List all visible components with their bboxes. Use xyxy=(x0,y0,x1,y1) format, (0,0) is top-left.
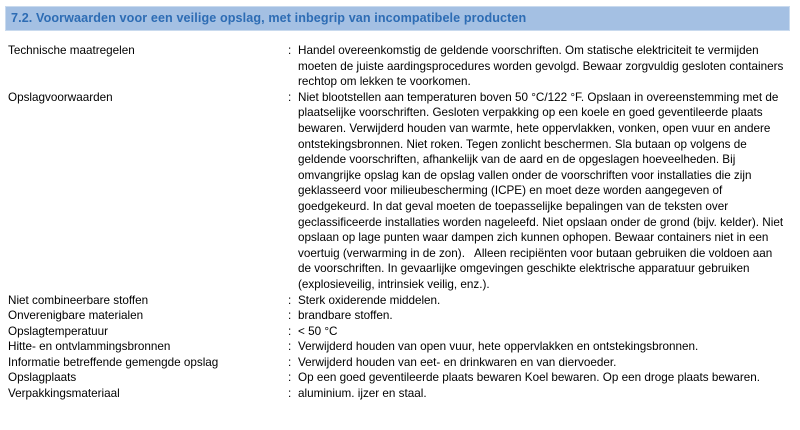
colon-separator: : xyxy=(288,293,292,307)
colon-separator: : xyxy=(288,387,292,401)
colon-separator: : xyxy=(288,371,292,385)
section-title: 7.2. Voorwaarden voor een veilige opslag, met inbegrip van incompatibele producten xyxy=(11,10,527,25)
colon-separator: : xyxy=(288,340,292,354)
colon-separator: : xyxy=(288,44,292,57)
field-value: Verwijderd houden van eet- en drinkwaren en van diervoeder. xyxy=(298,355,617,369)
field-label: Opslagplaats xyxy=(8,371,77,385)
field-value: Verwijderd houden van open vuur, hete oppervlakken en ontstekingsbronnen. xyxy=(298,340,699,354)
field-label: Opslagvoorwaarden xyxy=(8,90,113,104)
field-label: Informatie betreffende gemengde opslag xyxy=(8,355,219,369)
field-value: aluminium. ijzer en staal. xyxy=(298,387,427,401)
table-row xyxy=(8,339,800,355)
field-value: < 50 °C xyxy=(298,324,338,338)
field-label: Hitte- en ontvlammingsbronnen xyxy=(8,340,171,354)
colon-separator: : xyxy=(288,324,292,338)
field-value: Op een goed geventileerde plaats bewaren Koel bewaren. Op een droge plaats bewaren. xyxy=(298,371,760,385)
storage-conditions-table xyxy=(0,43,800,402)
table-row xyxy=(8,43,800,90)
field-value: brandbare stoffen. xyxy=(298,309,393,323)
field-label: Niet combineerbare stoffen xyxy=(8,293,149,307)
table-row xyxy=(8,370,800,386)
field-label: Verpakkingsmateriaal xyxy=(8,387,120,401)
colon-separator: : xyxy=(288,355,292,369)
colon-separator: : xyxy=(288,309,292,323)
colon-separator: : xyxy=(288,90,292,104)
table-row xyxy=(8,90,800,293)
section-header-bar xyxy=(5,6,790,31)
table-row xyxy=(8,324,800,340)
table-row xyxy=(8,293,800,309)
field-value: Handel overeenkomstig de geldende voorschriften. Om statische elektriciteit te vermijden moeten de juiste aardingsprocedures worden gevolgd. Bewaar zorgvuldig gesloten containers rechtop om lekken te voorkomen. xyxy=(298,44,787,89)
field-value: Niet blootstellen aan temperaturen boven 50 °C/122 °F. Opslaan in overeenstemming met de plaatselijke voorschriften. Gesloten verpakking op een koele en goed geventileerde plaats bewaren. Verwijderd houden van warmte, hete oppervlakken, vonken, open vuur en andere ontstekingsbronnen. Niet roken. Tegen zonlicht beschermen. Sla butaan op volgens de geldende voorschriften, afhankelijk van de aard en de opgeslagen hoeveelheden. Bij omvangrijke opslag kan de opslag vallen onder de voorschriften voor installaties die zijn geklasseerd voor milieubescherming (ICPE) en moet deze worden aangegeven of goedgekeurd. In dat geval moeten de toepasselijke bepalingen van de teksten over geclassificeerde installaties worden nageleefd. Niet opslaan onder de grond (bijv. kelder). Niet opslaan op lage punten waar dampen zich kunnen ophopen. Bewaar containers niet in een voertuig (verwarming in de zon). Alleen recipiënten voor butaan gebruiken die voldoen aan de voorschriften. In gevaarlijke omgevingen geschikte elektrische apparatuur gebruiken (explosieveilig, intrinsiek veilig, enz.). xyxy=(298,90,787,291)
field-value: Sterk oxiderende middelen. xyxy=(298,293,441,307)
table-row xyxy=(8,355,800,371)
field-label: Technische maatregelen xyxy=(8,44,135,57)
table-row xyxy=(8,386,800,402)
field-label: Onverenigbare materialen xyxy=(8,309,144,323)
table-row xyxy=(8,308,800,324)
field-label: Opslagtemperatuur xyxy=(8,324,109,338)
